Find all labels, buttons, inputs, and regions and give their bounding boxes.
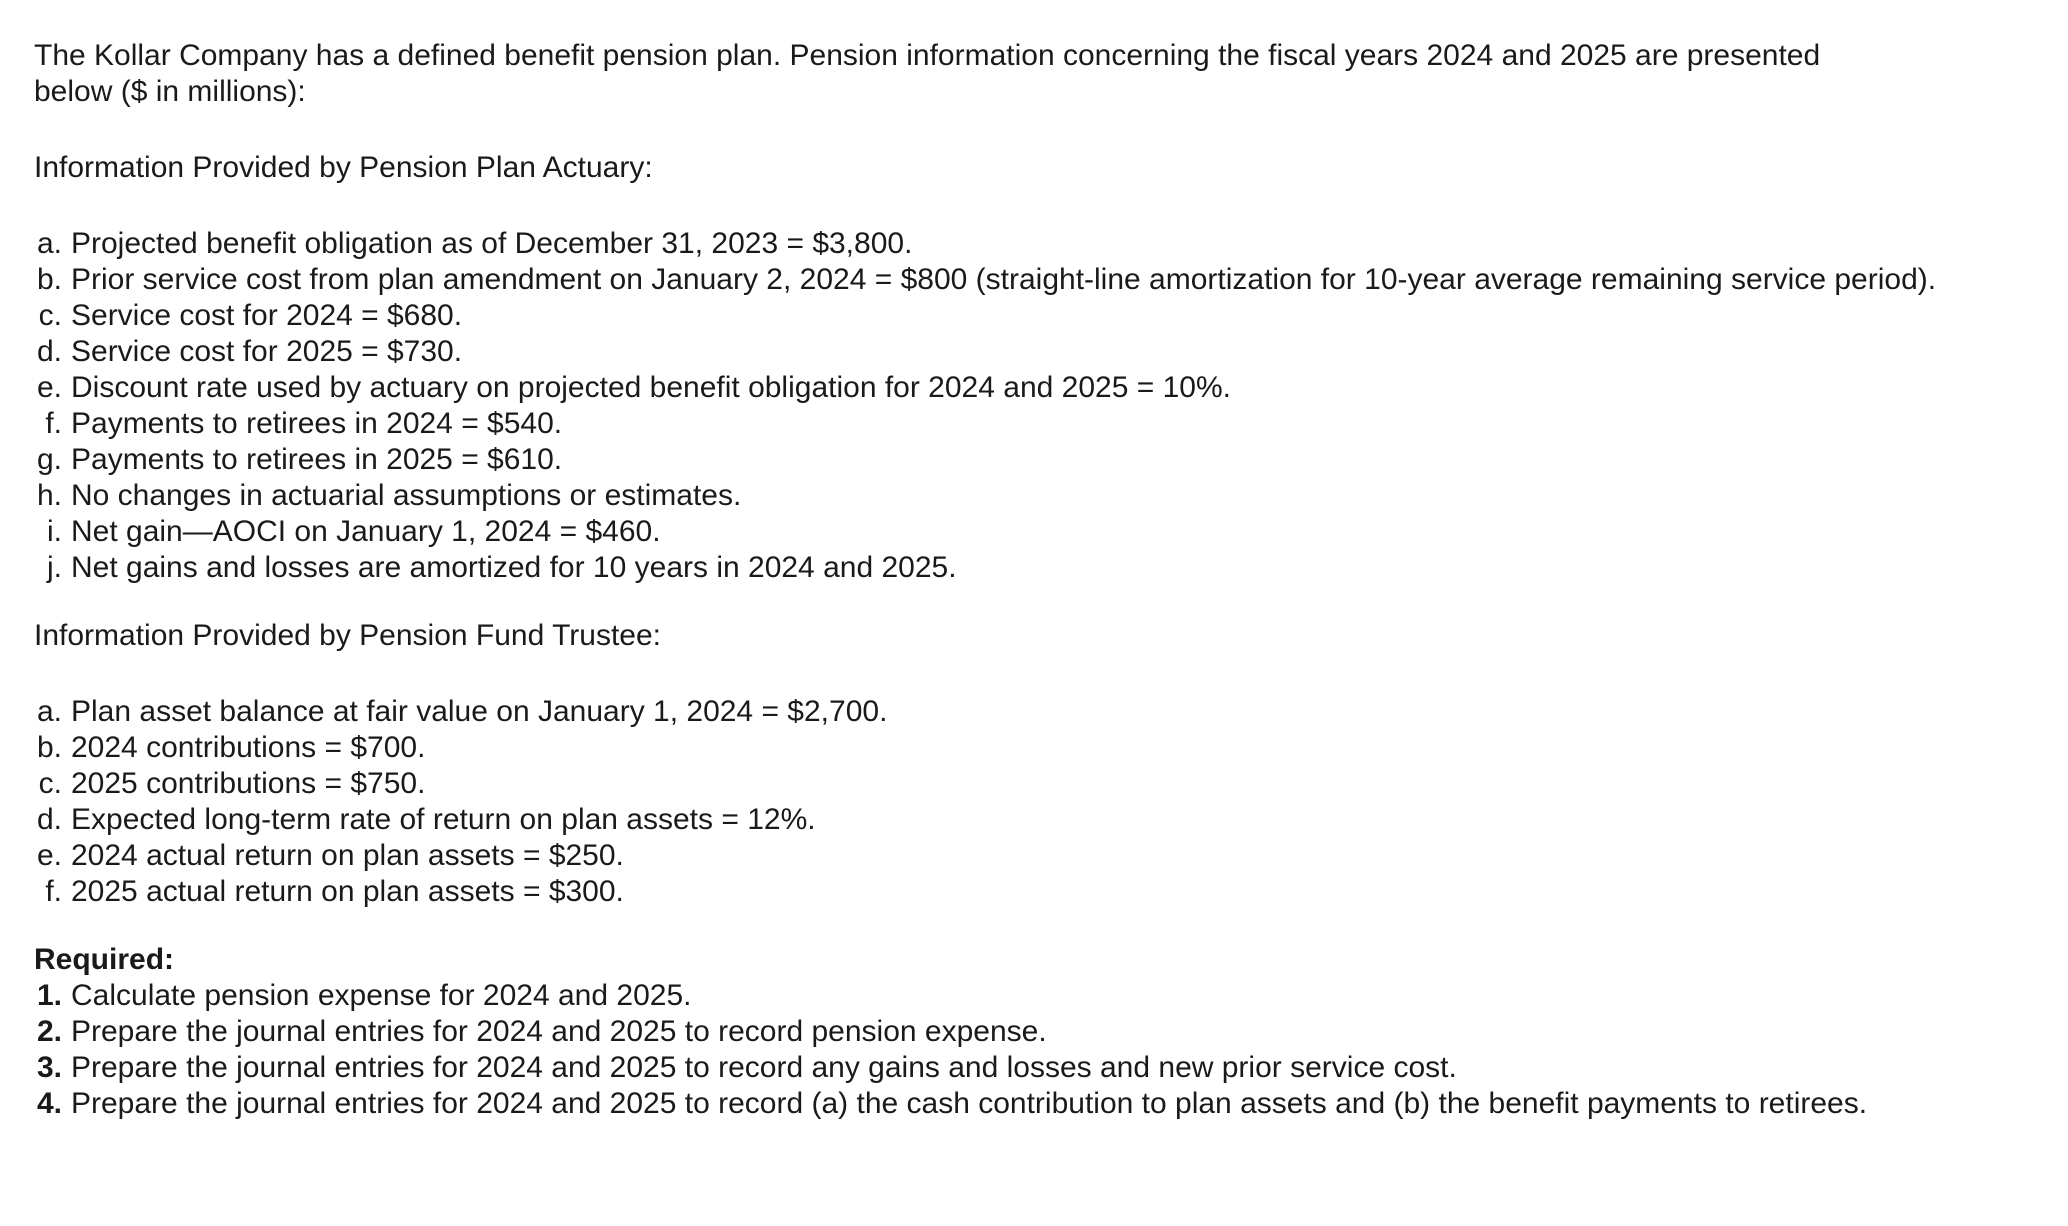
- list-marker: 2.: [36, 1015, 62, 1048]
- list-marker: 1.: [36, 979, 62, 1012]
- trustee-item-a: [34, 694, 2008, 730]
- list-item-text: Net gains and losses are amortized for 10 years in 2024 and 2025.: [71, 551, 957, 584]
- trustee-item-b: [34, 730, 2008, 766]
- list-item-text: Payments to retirees in 2024 = $540.: [71, 407, 563, 440]
- list-item-text: Service cost for 2025 = $730.: [71, 335, 463, 368]
- actuary-item-a: [34, 226, 2008, 262]
- list-marker: f.: [45, 875, 62, 908]
- list-item-text: Prepare the journal entries for 2024 and 2025 to record pension expense.: [71, 1015, 1047, 1048]
- list-marker: j.: [47, 551, 62, 584]
- list-marker: b.: [36, 731, 62, 764]
- actuary-item-f: [34, 406, 2008, 442]
- list-marker: a.: [36, 227, 62, 260]
- list-item-text: Prior service cost from plan amendment on January 2, 2024 = $800 (straight-line amortization for 10-year average remaining service period).: [71, 263, 1937, 296]
- trustee-item-d: [34, 802, 2008, 838]
- list-marker: 3.: [36, 1051, 62, 1084]
- list-item-text: Payments to retirees in 2025 = $610.: [71, 443, 563, 476]
- list-item-text: 2024 actual return on plan assets = $250.: [71, 839, 624, 872]
- actuary-item-e: [34, 370, 2008, 406]
- actuary-item-d: [34, 334, 2008, 370]
- trustee-item-c: [34, 766, 2008, 802]
- list-item-text: Projected benefit obligation as of December 31, 2023 = $3,800.: [71, 227, 913, 260]
- list-marker: a.: [36, 695, 62, 728]
- intro-paragraph: The Kollar Company has a defined benefit pension plan. Pension information concerning the fiscal years 2024 and 2025 are presented below ($ in millions):: [34, 39, 1821, 108]
- actuary-item-g: [34, 442, 2008, 478]
- actuary-heading: Information Provided by Pension Plan Actuary:: [34, 151, 653, 184]
- actuary-item-b: [34, 262, 2008, 298]
- required-item-1: [34, 978, 2008, 1014]
- trustee-heading: Information Provided by Pension Fund Trustee:: [34, 619, 662, 652]
- required-item-3: [34, 1050, 2008, 1086]
- trustee-item-f: [34, 874, 2008, 910]
- list-item-text: Calculate pension expense for 2024 and 2025.: [71, 979, 692, 1012]
- list-item-text: Prepare the journal entries for 2024 and 2025 to record (a) the cash contribution to plan assets and (b) the benefit payments to retirees.: [71, 1087, 1868, 1120]
- list-item-text: No changes in actuarial assumptions or estimates.: [71, 479, 742, 512]
- list-item-text: Discount rate used by actuary on projected benefit obligation for 2024 and 2025 = 10%.: [71, 371, 1231, 404]
- list-marker: f.: [45, 407, 62, 440]
- list-marker: d.: [36, 803, 62, 836]
- list-marker: i.: [47, 515, 62, 548]
- list-item-text: Prepare the journal entries for 2024 and 2025 to record any gains and losses and new prior service cost.: [71, 1051, 1457, 1084]
- required-item-4: [34, 1086, 2008, 1122]
- list-item-text: 2024 contributions = $700.: [71, 731, 426, 764]
- list-marker: c.: [38, 767, 62, 800]
- list-marker: d.: [36, 335, 62, 368]
- required-heading: Required:: [34, 943, 175, 976]
- list-marker: 4.: [36, 1087, 62, 1120]
- list-item-text: Net gain—AOCI on January 1, 2024 = $460.: [71, 515, 661, 548]
- list-marker: b.: [36, 263, 62, 296]
- list-item-text: 2025 actual return on plan assets = $300.: [71, 875, 624, 908]
- trustee-list: [34, 694, 2008, 910]
- actuary-item-c: [34, 298, 2008, 334]
- list-item-text: 2025 contributions = $750.: [71, 767, 426, 800]
- list-marker: c.: [38, 299, 62, 332]
- list-item-text: Expected long-term rate of return on plan assets = 12%.: [71, 803, 816, 836]
- required-list: [34, 978, 2008, 1122]
- actuary-item-i: [34, 514, 2008, 550]
- actuary-item-h: [34, 478, 2008, 514]
- actuary-list: [34, 226, 2008, 586]
- list-marker: h.: [36, 479, 62, 512]
- trustee-item-e: [34, 838, 2008, 874]
- list-marker: e.: [36, 371, 62, 404]
- list-marker: e.: [36, 839, 62, 872]
- required-item-2: [34, 1014, 2008, 1050]
- list-marker: g.: [36, 443, 62, 476]
- list-item-text: Plan asset balance at fair value on January 1, 2024 = $2,700.: [71, 695, 888, 728]
- actuary-item-j: [34, 550, 2008, 586]
- list-item-text: Service cost for 2024 = $680.: [71, 299, 463, 332]
